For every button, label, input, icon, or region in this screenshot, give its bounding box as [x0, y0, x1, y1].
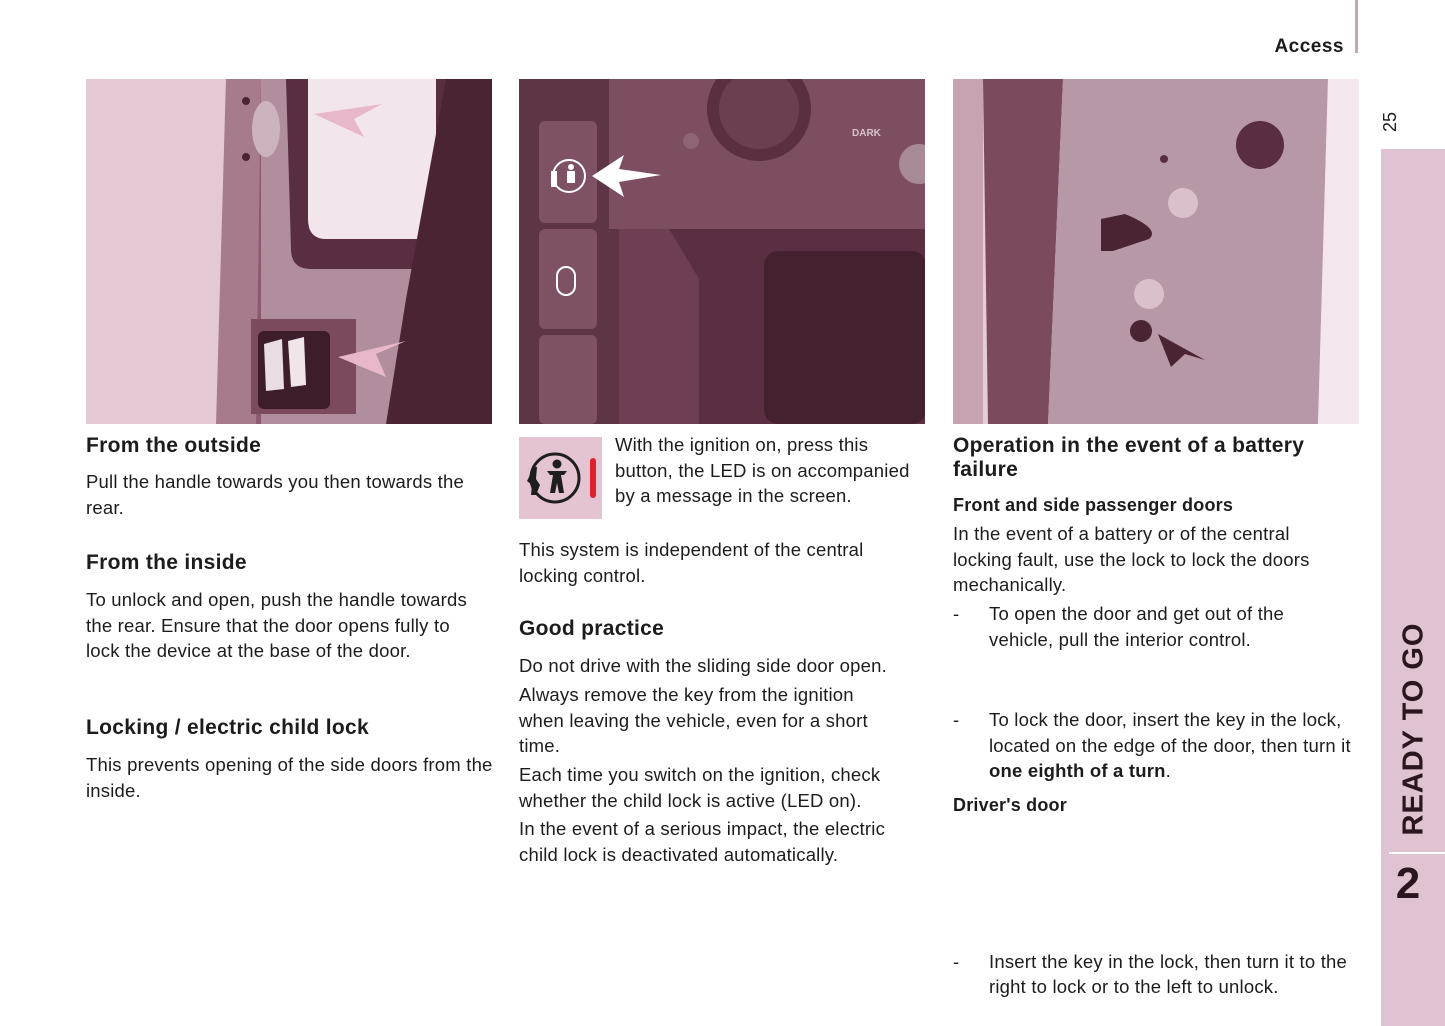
text-press-button: With the ignition on, press this button, the LED is on accompanied by a message in the screen.: [615, 434, 910, 506]
child-lock-button-illustration: [519, 437, 602, 519]
col-inside-text: [86, 587, 486, 664]
col-outside: [86, 434, 496, 458]
col-driver-heading: [953, 793, 1353, 817]
bullet-lock-door-text: To lock the door, insert the key in the lock, located on the edge of the door, then turn it: [989, 709, 1351, 756]
bullet-driver-key: [953, 949, 1369, 1000]
col-independent-text: [519, 537, 919, 588]
bullet-lock-door-bold: one eighth of a turn: [989, 760, 1166, 781]
col-good-text2: [519, 682, 889, 759]
col-childlock-text: [86, 752, 496, 803]
col-button-text: [615, 432, 927, 509]
col-front-heading: [953, 493, 1353, 517]
chapter-number: 2: [1395, 859, 1421, 908]
text-from-inside: To unlock and open, push the handle towards the rear. Ensure that the door opens fully to lock the device at the base of the door.: [86, 589, 467, 661]
heading-from-inside: From the inside: [86, 551, 247, 574]
col-good-text4: [519, 816, 924, 867]
col-good-heading: [519, 617, 919, 641]
photo-dashboard-buttons: [519, 79, 925, 424]
dash-label: DARK: [852, 128, 881, 139]
bullet-lock-door: [953, 707, 1363, 784]
bullet-lock-door-end: .: [1165, 760, 1171, 781]
photo-door-lock: [953, 79, 1359, 424]
chapter-label: READY TO GO: [1397, 622, 1430, 836]
heading-drivers-door: Driver's door: [953, 795, 1067, 815]
heading-good-practice: Good practice: [519, 617, 665, 640]
text-good-practice-3: Each time you switch on the ignition, check whether the child lock is active (LED on).: [519, 764, 881, 811]
text-from-outside: Pull the handle towards you then towards the rear.: [86, 471, 465, 518]
header-divider: [1355, 0, 1358, 53]
heading-from-outside: From the outside: [86, 434, 262, 457]
bullet-dash: -: [953, 709, 960, 730]
wrench-icon: [527, 467, 540, 495]
chapter-tab-divider: [1389, 852, 1445, 854]
col-front-text: [953, 521, 1353, 598]
bullet-dash: -: [953, 950, 960, 972]
child-icon: [553, 460, 562, 469]
heading-battery-failure: Operation in the event of a battery failure: [953, 434, 1305, 481]
bullet-dash: -: [953, 603, 960, 624]
col-good-text1: [519, 653, 929, 679]
text-good-practice-4: In the event of a serious impact, the electric child lock is deactivated automatically.: [519, 818, 886, 865]
bullet-open-door-text: To open the door and get out of the vehicle, pull the interior control.: [989, 603, 1285, 650]
heading-child-lock: Locking / electric child lock: [86, 716, 369, 739]
page-number: 25: [1380, 111, 1400, 133]
col-childlock-heading: [86, 716, 496, 740]
led-indicator: [590, 458, 596, 498]
col-outside-text: [86, 469, 478, 520]
bullet-driver-key-text: Insert the key in the lock, then turn it to the right to lock or to the left to unlock.: [989, 950, 1348, 997]
photo-door-handle: [86, 79, 492, 424]
text-good-practice-1: Do not drive with the sliding side door open.: [519, 655, 887, 676]
bullet-open-door: [953, 601, 1353, 652]
text-independent: This system is independent of the central locking control.: [519, 539, 864, 586]
text-good-practice-2: Always remove the key from the ignition when leaving the vehicle, even for a short time.: [519, 684, 868, 756]
col-good-text3: [519, 762, 919, 813]
col-inside-heading: [86, 551, 496, 575]
heading-front-doors: Front and side passenger doors: [953, 495, 1234, 515]
text-child-lock: This prevents opening of the side doors from the inside.: [86, 754, 493, 801]
text-front-doors: In the event of a battery or of the central locking fault, use the lock to lock the doors mechanically.: [953, 523, 1310, 595]
section-title: Access: [1274, 36, 1344, 57]
chapter-tab: [1381, 149, 1445, 1026]
col-battery-heading: [953, 434, 1353, 482]
